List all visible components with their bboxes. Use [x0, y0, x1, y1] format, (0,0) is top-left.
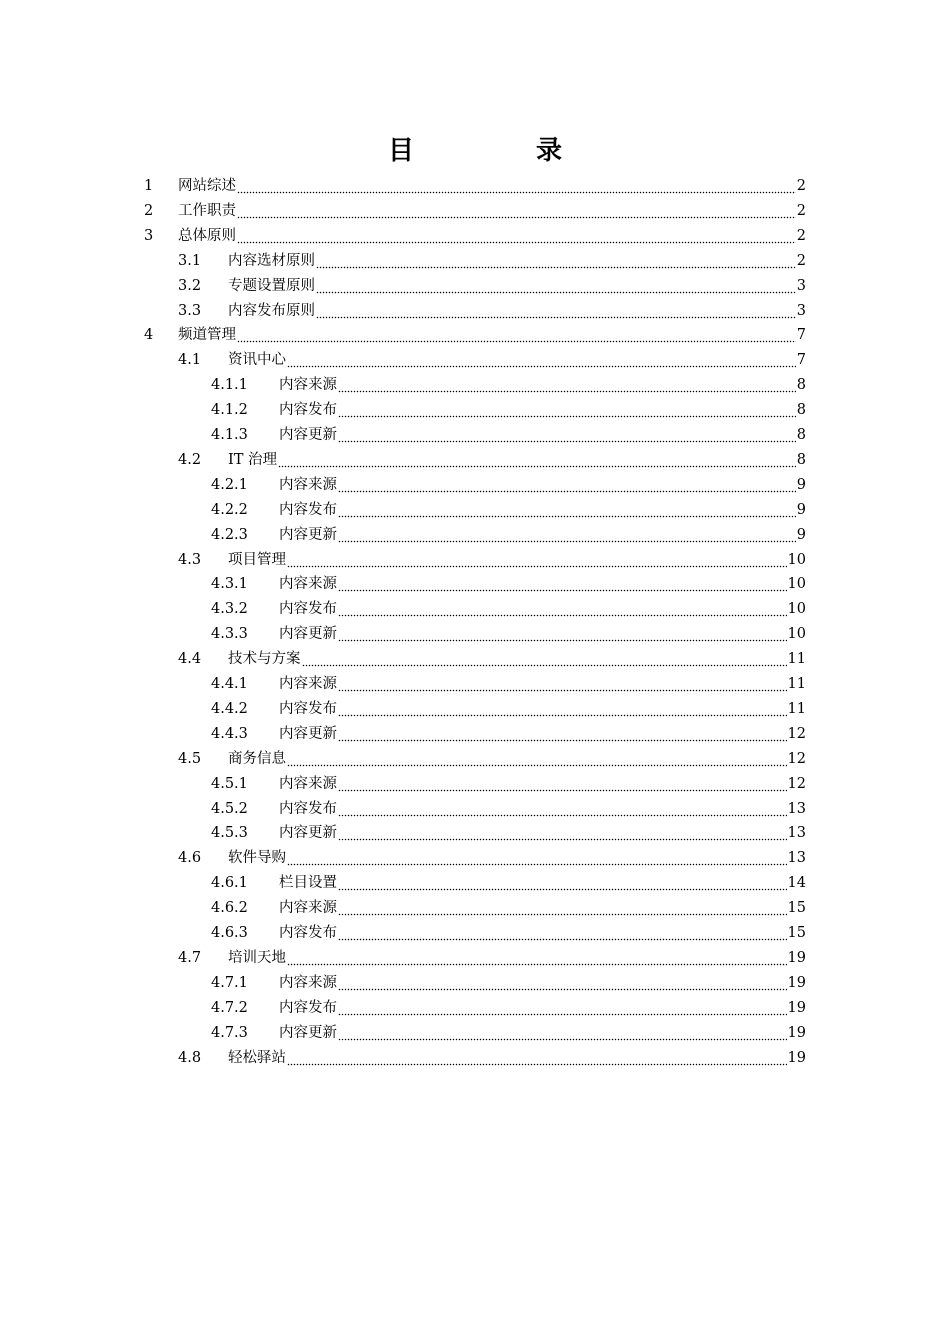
toc-entry-page-number: 12: [787, 725, 806, 742]
toc-entry-label: 总体原则: [178, 227, 236, 244]
dot-leader: [338, 896, 787, 921]
toc-entry-label: 内容更新: [279, 825, 337, 842]
toc-entry-label: 栏目设置: [279, 875, 337, 892]
toc-entry[interactable]: [211, 722, 806, 747]
toc-entry[interactable]: [211, 498, 806, 523]
toc-entry-label: 内容发布: [279, 402, 337, 419]
toc-entry[interactable]: [144, 224, 806, 249]
toc-entry-page-number: 8: [796, 402, 806, 419]
dot-leader: [338, 597, 787, 622]
toc-entry-number: 4.7.2: [211, 999, 248, 1016]
toc-entry-label: 培训天地: [228, 949, 286, 966]
toc-entry-page-number: 3: [796, 277, 806, 294]
toc-entry-number: 4.5.3: [211, 825, 248, 842]
toc-entry-label: 内容发布原则: [228, 302, 315, 319]
dot-leader: [237, 199, 796, 224]
toc-entry[interactable]: [178, 647, 806, 672]
toc-entry-label: 内容更新: [279, 526, 337, 543]
dot-leader: [338, 697, 787, 722]
toc-entry-page-number: 2: [796, 252, 806, 269]
toc-entry[interactable]: [178, 846, 806, 871]
toc-entry-number: 4.3.2: [211, 601, 248, 618]
toc-entry-page-number: 12: [787, 775, 806, 792]
toc-entry-number: 3.2: [178, 277, 202, 294]
toc-entry-label: 内容发布: [279, 700, 337, 717]
toc-entry-number: 4.1.1: [211, 377, 248, 394]
toc-entry-number: 4.5.2: [211, 800, 248, 817]
toc-entry-number: 3: [144, 227, 154, 244]
toc-entry-page-number: 11: [787, 651, 806, 668]
toc-entry-number: 4.5: [178, 750, 202, 767]
toc-entry-label: 内容发布: [279, 999, 337, 1016]
toc-entry-label: 软件导购: [228, 850, 286, 867]
toc-entry-page-number: 15: [787, 900, 806, 917]
toc-entry[interactable]: [211, 772, 806, 797]
toc-entry[interactable]: [178, 274, 806, 299]
toc-entry-label: 频道管理: [178, 327, 236, 344]
toc-entry[interactable]: [178, 946, 806, 971]
toc-entry-page-number: 8: [796, 427, 806, 443]
toc-entry[interactable]: [178, 747, 806, 772]
toc-entry-number: 4.4.2: [211, 700, 248, 717]
toc-entry[interactable]: [211, 871, 806, 896]
dot-leader: [287, 348, 796, 373]
dot-leader: [338, 996, 787, 1021]
toc-entry[interactable]: [144, 323, 806, 348]
toc-entry-label: 专题设置原则: [228, 277, 315, 294]
dot-leader: [338, 473, 796, 498]
toc-entry-number: 4.6: [178, 850, 202, 867]
toc-entry-label: 内容更新: [279, 626, 337, 643]
dot-leader: [278, 448, 796, 473]
toc-entry-label: 项目管理: [228, 551, 286, 568]
toc-entry[interactable]: [178, 299, 806, 324]
dot-leader: [316, 249, 796, 274]
toc-entry-page-number: 10: [787, 626, 806, 643]
dot-leader: [237, 323, 796, 348]
dot-leader: [338, 373, 796, 398]
toc-entry-page-number: 8: [796, 377, 806, 394]
toc-entry-page-number: 9: [796, 476, 806, 493]
dot-leader: [287, 946, 787, 971]
toc-entry-number: 3.3: [178, 302, 202, 319]
dot-leader: [287, 548, 787, 573]
toc-entry-number: 4.7.1: [211, 974, 248, 991]
toc-entry-number: 4.3.3: [211, 626, 248, 643]
toc-entry-page-number: 19: [787, 949, 806, 966]
toc-entry[interactable]: [211, 597, 806, 622]
toc-entry-number: 4.4.1: [211, 676, 248, 692]
toc-entry-label: 内容发布: [279, 601, 337, 618]
toc-entry[interactable]: [211, 697, 806, 722]
toc-entry[interactable]: [211, 523, 806, 548]
dot-leader: [316, 274, 796, 299]
dot-leader: [338, 871, 787, 896]
toc-entry-label: 内容来源: [279, 576, 337, 593]
toc-entry[interactable]: [211, 996, 806, 1021]
toc-entry-page-number: 14: [787, 875, 806, 892]
toc-entry-label: 内容来源: [279, 775, 337, 792]
dot-leader: [338, 971, 787, 996]
toc-entry-label: 内容发布: [279, 800, 337, 817]
toc-entry-number: 4.4: [178, 651, 202, 668]
toc-entry-page-number: 11: [787, 676, 806, 692]
toc-entry-number: 4.1.2: [211, 402, 248, 419]
toc-entry[interactable]: [211, 572, 806, 597]
dot-leader: [338, 722, 787, 747]
toc-entry[interactable]: [178, 348, 806, 373]
dot-leader: [287, 747, 787, 772]
dot-leader: [338, 423, 796, 448]
toc-entry[interactable]: [144, 199, 806, 224]
toc-entry-number: 4.2.3: [211, 526, 248, 543]
toc-entry-number: 4.2.2: [211, 501, 248, 518]
dot-leader: [302, 647, 787, 672]
toc-entry-number: 4.6.2: [211, 900, 248, 917]
toc-entry-number: 4.6.3: [211, 925, 248, 941]
toc-entry-page-number: 9: [796, 526, 806, 543]
dot-leader: [237, 224, 796, 249]
toc-entry-page-number: 2: [796, 178, 806, 194]
toc-entry-label: 技术与方案: [228, 651, 301, 668]
toc-entry-page-number: 7: [796, 352, 806, 369]
toc-entry-page-number: 19: [787, 1049, 806, 1066]
toc-entry-number: 4: [144, 327, 154, 344]
toc-entry-label: 内容发布: [279, 501, 337, 518]
toc-entry-number: 4.7: [178, 949, 202, 966]
toc-entry-page-number: 2: [796, 202, 806, 219]
toc-entry-label: 内容来源: [279, 676, 337, 692]
toc-entry-page-number: 3: [796, 302, 806, 319]
dot-leader: [338, 622, 787, 647]
toc-entry-number: 4.6.1: [211, 875, 248, 892]
dot-leader: [287, 1046, 787, 1071]
toc-entry-label: 内容更新: [279, 725, 337, 742]
toc-entry-number: 4.7.3: [211, 1024, 248, 1041]
toc-entry-page-number: 11: [787, 700, 806, 717]
toc-title: 目 录: [387, 136, 610, 166]
dot-leader: [338, 523, 796, 548]
toc-entry[interactable]: [211, 398, 806, 423]
toc-entry-label: 轻松驿站: [228, 1049, 286, 1066]
toc-entry-label: 工作职责: [178, 202, 236, 219]
toc-entry[interactable]: [211, 672, 806, 697]
toc-entry-label: 内容来源: [279, 377, 337, 394]
toc-entry-label: 内容发布: [279, 925, 337, 941]
toc-entry-label: 内容选材原则: [228, 252, 315, 269]
dot-leader: [338, 498, 796, 523]
toc-entry-number: 4.5.1: [211, 775, 248, 792]
toc-entry-number: 4.4.3: [211, 725, 248, 742]
toc-entry-page-number: 7: [796, 327, 806, 344]
toc-entry-page-number: 19: [787, 974, 806, 991]
dot-leader: [338, 772, 787, 797]
toc-entry[interactable]: [178, 548, 806, 573]
toc-entry[interactable]: [178, 448, 806, 473]
toc-entry-number: 4.3: [178, 551, 202, 568]
toc-entry-label: 网站综述: [178, 178, 236, 194]
dot-leader: [338, 1021, 787, 1046]
toc-entry-page-number: 13: [787, 800, 806, 817]
dot-leader: [316, 299, 796, 324]
toc-entry-label: 资讯中心: [228, 352, 286, 369]
toc-entry-number: 3.1: [178, 252, 202, 269]
toc-entry-page-number: 15: [787, 925, 806, 941]
toc-entry[interactable]: [211, 373, 806, 398]
toc-entry[interactable]: [211, 473, 806, 498]
toc-entry[interactable]: [178, 249, 806, 274]
toc-entry-page-number: 2: [796, 227, 806, 244]
toc-entry[interactable]: [178, 1046, 806, 1071]
toc-entry-number: 4.3.1: [211, 576, 248, 593]
toc-entry-page-number: 12: [787, 750, 806, 767]
toc-entry-page-number: 10: [787, 601, 806, 618]
toc-entry-page-number: 10: [787, 576, 806, 593]
dot-leader: [287, 846, 787, 871]
toc-entry-label: IT 治理: [228, 451, 278, 468]
toc-entry[interactable]: [211, 921, 806, 946]
toc-entry-number: 4.2: [178, 451, 202, 468]
toc-entry-number: 4.1.3: [211, 427, 248, 443]
toc-entry[interactable]: [144, 174, 806, 199]
toc-entry[interactable]: [211, 423, 806, 448]
toc-entry-page-number: 9: [796, 501, 806, 518]
toc-entry-label: 内容来源: [279, 974, 337, 991]
dot-leader: [237, 174, 796, 199]
toc-entry-label: 内容来源: [279, 900, 337, 917]
toc-entry[interactable]: [211, 896, 806, 921]
dot-leader: [338, 672, 787, 697]
toc-entry-label: 内容更新: [279, 1024, 337, 1041]
toc-entry-number: 2: [144, 202, 154, 219]
toc-entry[interactable]: [211, 797, 806, 822]
toc-entry-page-number: 19: [787, 1024, 806, 1041]
toc-entry-label: 内容来源: [279, 476, 337, 493]
toc-entry[interactable]: [211, 821, 806, 846]
toc-entry-number: 4.1: [178, 352, 202, 369]
dot-leader: [338, 398, 796, 423]
dot-leader: [338, 797, 787, 822]
toc-entry-number: 1: [144, 178, 154, 194]
toc-entry[interactable]: [211, 971, 806, 996]
toc-entry-page-number: 13: [787, 825, 806, 842]
toc-entry-label: 内容更新: [279, 427, 337, 443]
toc-entry[interactable]: [211, 1021, 806, 1046]
dot-leader: [338, 572, 787, 597]
toc-entry-number: 4.8: [178, 1049, 202, 1066]
toc-entry[interactable]: [211, 622, 806, 647]
toc-entry-page-number: 13: [787, 850, 806, 867]
toc-entry-page-number: 10: [787, 551, 806, 568]
toc-entry-page-number: 8: [796, 451, 806, 468]
toc-entry-number: 4.2.1: [211, 476, 248, 493]
toc-entry-page-number: 19: [787, 999, 806, 1016]
dot-leader: [338, 921, 787, 946]
toc-entry-label: 商务信息: [228, 750, 286, 767]
dot-leader: [338, 821, 787, 846]
